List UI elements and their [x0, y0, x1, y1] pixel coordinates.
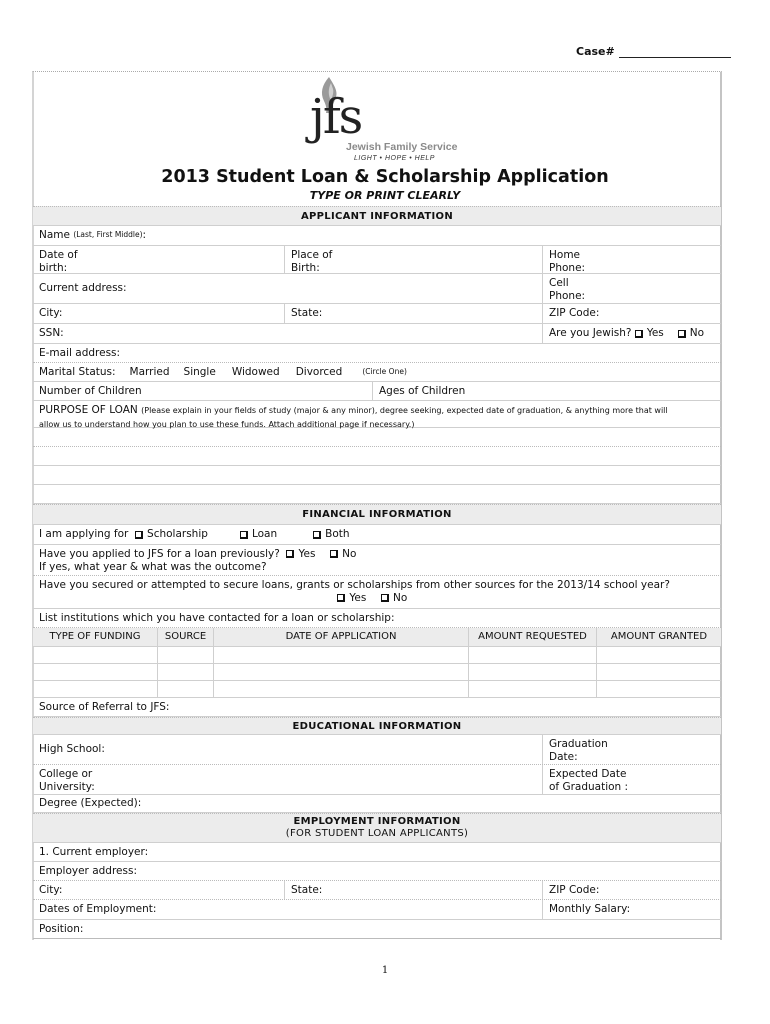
- birth-row: [33, 246, 721, 274]
- scholarship-label: Scholarship: [147, 528, 208, 541]
- children-row: [33, 382, 721, 401]
- home-phone-label-2: Phone:: [549, 261, 586, 274]
- zip-field[interactable]: [542, 304, 721, 323]
- high-school-row: [33, 735, 721, 765]
- page-subtitle: TYPE OR PRINT CLEARLY: [309, 189, 461, 202]
- purpose-line-1[interactable]: [33, 428, 721, 447]
- previous-followup-label: If yes, what year & what was the outcome?: [39, 560, 267, 573]
- jewish-question: [542, 324, 721, 343]
- loan-checkbox[interactable]: [240, 531, 248, 539]
- section-title: EDUCATIONAL INFORMATION: [292, 720, 462, 732]
- place-of-birth-field[interactable]: [284, 246, 542, 273]
- table-cell[interactable]: [213, 681, 468, 697]
- dates-label: Dates of Employment:: [39, 903, 157, 916]
- dob-label: Date of: [39, 249, 78, 261]
- institutions-row: [33, 609, 721, 628]
- table-cell[interactable]: [33, 664, 157, 680]
- jewish-label: Are you Jewish?: [549, 327, 632, 340]
- position-label: Position:: [39, 922, 84, 935]
- section-title: APPLICANT INFORMATION: [301, 210, 453, 222]
- yes-label: Yes: [349, 591, 367, 604]
- marital-label: Marital Status:: [39, 365, 116, 378]
- previous-no-checkbox[interactable]: [330, 550, 338, 558]
- number-of-children-field[interactable]: [33, 382, 372, 400]
- email-label: E-mail address:: [39, 346, 121, 359]
- table-cell[interactable]: [468, 647, 596, 663]
- degree-row[interactable]: [33, 795, 721, 813]
- table-cell[interactable]: [157, 664, 213, 680]
- degree-label: Degree (Expected):: [39, 797, 142, 810]
- table-row: [33, 681, 721, 698]
- table-row: [33, 647, 721, 664]
- zip-label: ZIP Code:: [549, 307, 600, 320]
- page-number: 1: [381, 965, 389, 976]
- employer-address-row[interactable]: [33, 862, 721, 881]
- expected-grad-label: Expected Date: [549, 768, 627, 780]
- state-label: State:: [291, 883, 323, 896]
- purpose-row: [33, 401, 721, 428]
- purpose-line-3[interactable]: [33, 466, 721, 485]
- both-label: Both: [325, 528, 350, 541]
- logo-wordmark: jfs: [310, 89, 362, 145]
- column-header-type-of-funding: TYPE OF FUNDING: [33, 628, 157, 646]
- column-header-source: SOURCE: [157, 628, 213, 646]
- section-financial-information: [33, 504, 721, 525]
- grad-date-label-2: Date:: [549, 750, 578, 763]
- address-label: Current address:: [39, 282, 127, 295]
- employer-city-row: [33, 881, 721, 900]
- employer-row[interactable]: [33, 843, 721, 862]
- salary-label: Monthly Salary:: [549, 903, 631, 916]
- section-educational-information: [33, 717, 721, 735]
- table-cell[interactable]: [596, 647, 721, 663]
- college-label: College or: [39, 768, 93, 780]
- purpose-line-2[interactable]: [33, 447, 721, 466]
- table-cell[interactable]: [468, 681, 596, 697]
- ages-label: Ages of Children: [379, 384, 466, 397]
- logo-tagline: LIGHT • HOPE • HELP: [354, 155, 435, 162]
- name-colon: :: [142, 229, 147, 242]
- purpose-label: PURPOSE OF LOAN: [39, 404, 138, 416]
- college-field[interactable]: [33, 765, 542, 794]
- home-phone-field[interactable]: [542, 246, 721, 273]
- applying-label: I am applying for: [39, 528, 129, 541]
- loan-label: Loan: [251, 528, 278, 541]
- monthly-salary-field[interactable]: [542, 900, 721, 919]
- purpose-line-4[interactable]: [33, 485, 721, 504]
- referral-row[interactable]: [33, 698, 721, 717]
- email-row[interactable]: [33, 344, 721, 363]
- secured-no-checkbox[interactable]: [381, 594, 389, 602]
- column-header-date-of-application: DATE OF APPLICATION: [213, 628, 468, 646]
- table-cell[interactable]: [157, 647, 213, 663]
- scholarship-checkbox[interactable]: [135, 531, 143, 539]
- college-label-2: University:: [39, 780, 95, 793]
- ssn-field[interactable]: [33, 324, 542, 343]
- column-header-amount-requested: AMOUNT REQUESTED: [468, 628, 596, 646]
- dates-of-employment-field[interactable]: [33, 900, 542, 919]
- logo-org-name: Jewish Family Service: [346, 141, 458, 153]
- table-cell[interactable]: [596, 664, 721, 680]
- previous-yes-checkbox[interactable]: [286, 550, 294, 558]
- position-row[interactable]: [33, 920, 721, 939]
- funding-table-header: [33, 628, 721, 647]
- previous-loan-label: Have you applied to JFS for a loan previously?: [39, 548, 280, 560]
- children-label: Number of Children: [39, 384, 142, 397]
- table-cell[interactable]: [213, 664, 468, 680]
- marital-hint: (Circle One): [362, 366, 407, 376]
- address-row: [33, 274, 721, 304]
- high-school-label: High School:: [39, 743, 105, 756]
- marital-option-widowed[interactable]: Widowed: [231, 365, 280, 378]
- pob-label: Place of: [291, 249, 333, 261]
- both-checkbox[interactable]: [313, 531, 321, 539]
- name-row[interactable]: [33, 226, 721, 246]
- zip-label: ZIP Code:: [549, 883, 600, 896]
- table-cell[interactable]: [596, 681, 721, 697]
- college-row: [33, 765, 721, 795]
- date-of-birth-field[interactable]: [33, 246, 284, 273]
- cell-phone-label-2: Phone:: [549, 289, 586, 302]
- ssn-label: SSN:: [39, 327, 64, 340]
- previous-loan-row: [33, 545, 721, 576]
- grad-date-label: Graduation: [549, 738, 608, 750]
- ages-of-children-field[interactable]: [372, 382, 721, 400]
- jfs-logo: [308, 75, 478, 165]
- dob-label-2: birth:: [39, 261, 68, 274]
- referral-label: Source of Referral to JFS:: [39, 700, 170, 713]
- secured-yes-checkbox[interactable]: [337, 594, 345, 602]
- employer-zip-field[interactable]: [542, 881, 721, 899]
- no-label: No: [689, 327, 705, 340]
- city-state-zip-row: [33, 304, 721, 324]
- jewish-no-checkbox[interactable]: [678, 330, 686, 338]
- state-label: State:: [291, 307, 323, 320]
- marital-row: [33, 363, 721, 382]
- city-label: City:: [39, 883, 63, 896]
- graduation-date-field[interactable]: [542, 735, 721, 764]
- employer-label: 1. Current employer:: [39, 845, 149, 858]
- expected-grad-label-2: of Graduation :: [549, 780, 629, 793]
- name-label: Name: [39, 229, 70, 242]
- marital-option-divorced[interactable]: Divorced: [295, 365, 343, 378]
- marital-option-single[interactable]: Single: [183, 365, 216, 378]
- city-label: City:: [39, 307, 63, 320]
- employer-state-field[interactable]: [284, 881, 542, 899]
- section-title: EMPLOYMENT INFORMATION: [293, 816, 461, 827]
- yes-label: Yes: [646, 327, 664, 340]
- current-address-field[interactable]: [33, 274, 542, 303]
- table-cell[interactable]: [213, 647, 468, 663]
- cell-phone-label: Cell: [549, 277, 569, 289]
- pob-label-2: Birth:: [291, 261, 320, 274]
- section-employment-information: [33, 813, 721, 843]
- yes-label: Yes: [298, 548, 316, 560]
- case-number-label: Case#: [576, 45, 615, 58]
- state-field[interactable]: [284, 304, 542, 323]
- no-label: No: [392, 591, 408, 604]
- purpose-hint-2: allow us to understand how you plan to use these funds. Attach additional page if necessary.): [39, 419, 415, 429]
- section-applicant-information: [33, 206, 721, 226]
- table-cell[interactable]: [33, 681, 157, 697]
- no-label: No: [342, 548, 357, 560]
- purpose-hint: (Please explain in your fields of study (major & any minor), degree seeking, expected date of graduation, & anything more that will: [141, 406, 668, 415]
- home-phone-label: Home: [549, 249, 581, 261]
- table-row: [33, 664, 721, 681]
- page-title: 2013 Student Loan & Scholarship Application: [161, 167, 609, 187]
- cell-phone-field[interactable]: [542, 274, 721, 303]
- employment-dates-row: [33, 900, 721, 920]
- table-cell[interactable]: [468, 664, 596, 680]
- name-hint: (Last, First Middle): [73, 230, 143, 240]
- secured-loans-row: [33, 576, 721, 609]
- case-number-field[interactable]: [619, 57, 731, 58]
- high-school-field[interactable]: [33, 735, 542, 764]
- city-field[interactable]: [33, 304, 284, 323]
- column-header-amount-granted: AMOUNT GRANTED: [596, 628, 721, 646]
- section-title: FINANCIAL INFORMATION: [302, 509, 452, 520]
- employer-city-field[interactable]: [33, 881, 284, 899]
- secured-label: Have you secured or attempted to secure loans, grants or scholarships from other sources for the 2013/14 school year?: [39, 579, 670, 591]
- section-subtitle: (FOR STUDENT LOAN APPLICANTS): [285, 828, 469, 839]
- table-cell[interactable]: [157, 681, 213, 697]
- marital-option-married[interactable]: Married: [129, 365, 170, 378]
- expected-graduation-field[interactable]: [542, 765, 721, 794]
- table-cell[interactable]: [33, 647, 157, 663]
- ssn-row: [33, 324, 721, 344]
- institutions-label: List institutions which you have contacted for a loan or scholarship:: [39, 611, 395, 624]
- employer-address-label: Employer address:: [39, 864, 137, 877]
- applying-for-row: [33, 525, 721, 545]
- jewish-yes-checkbox[interactable]: [635, 330, 643, 338]
